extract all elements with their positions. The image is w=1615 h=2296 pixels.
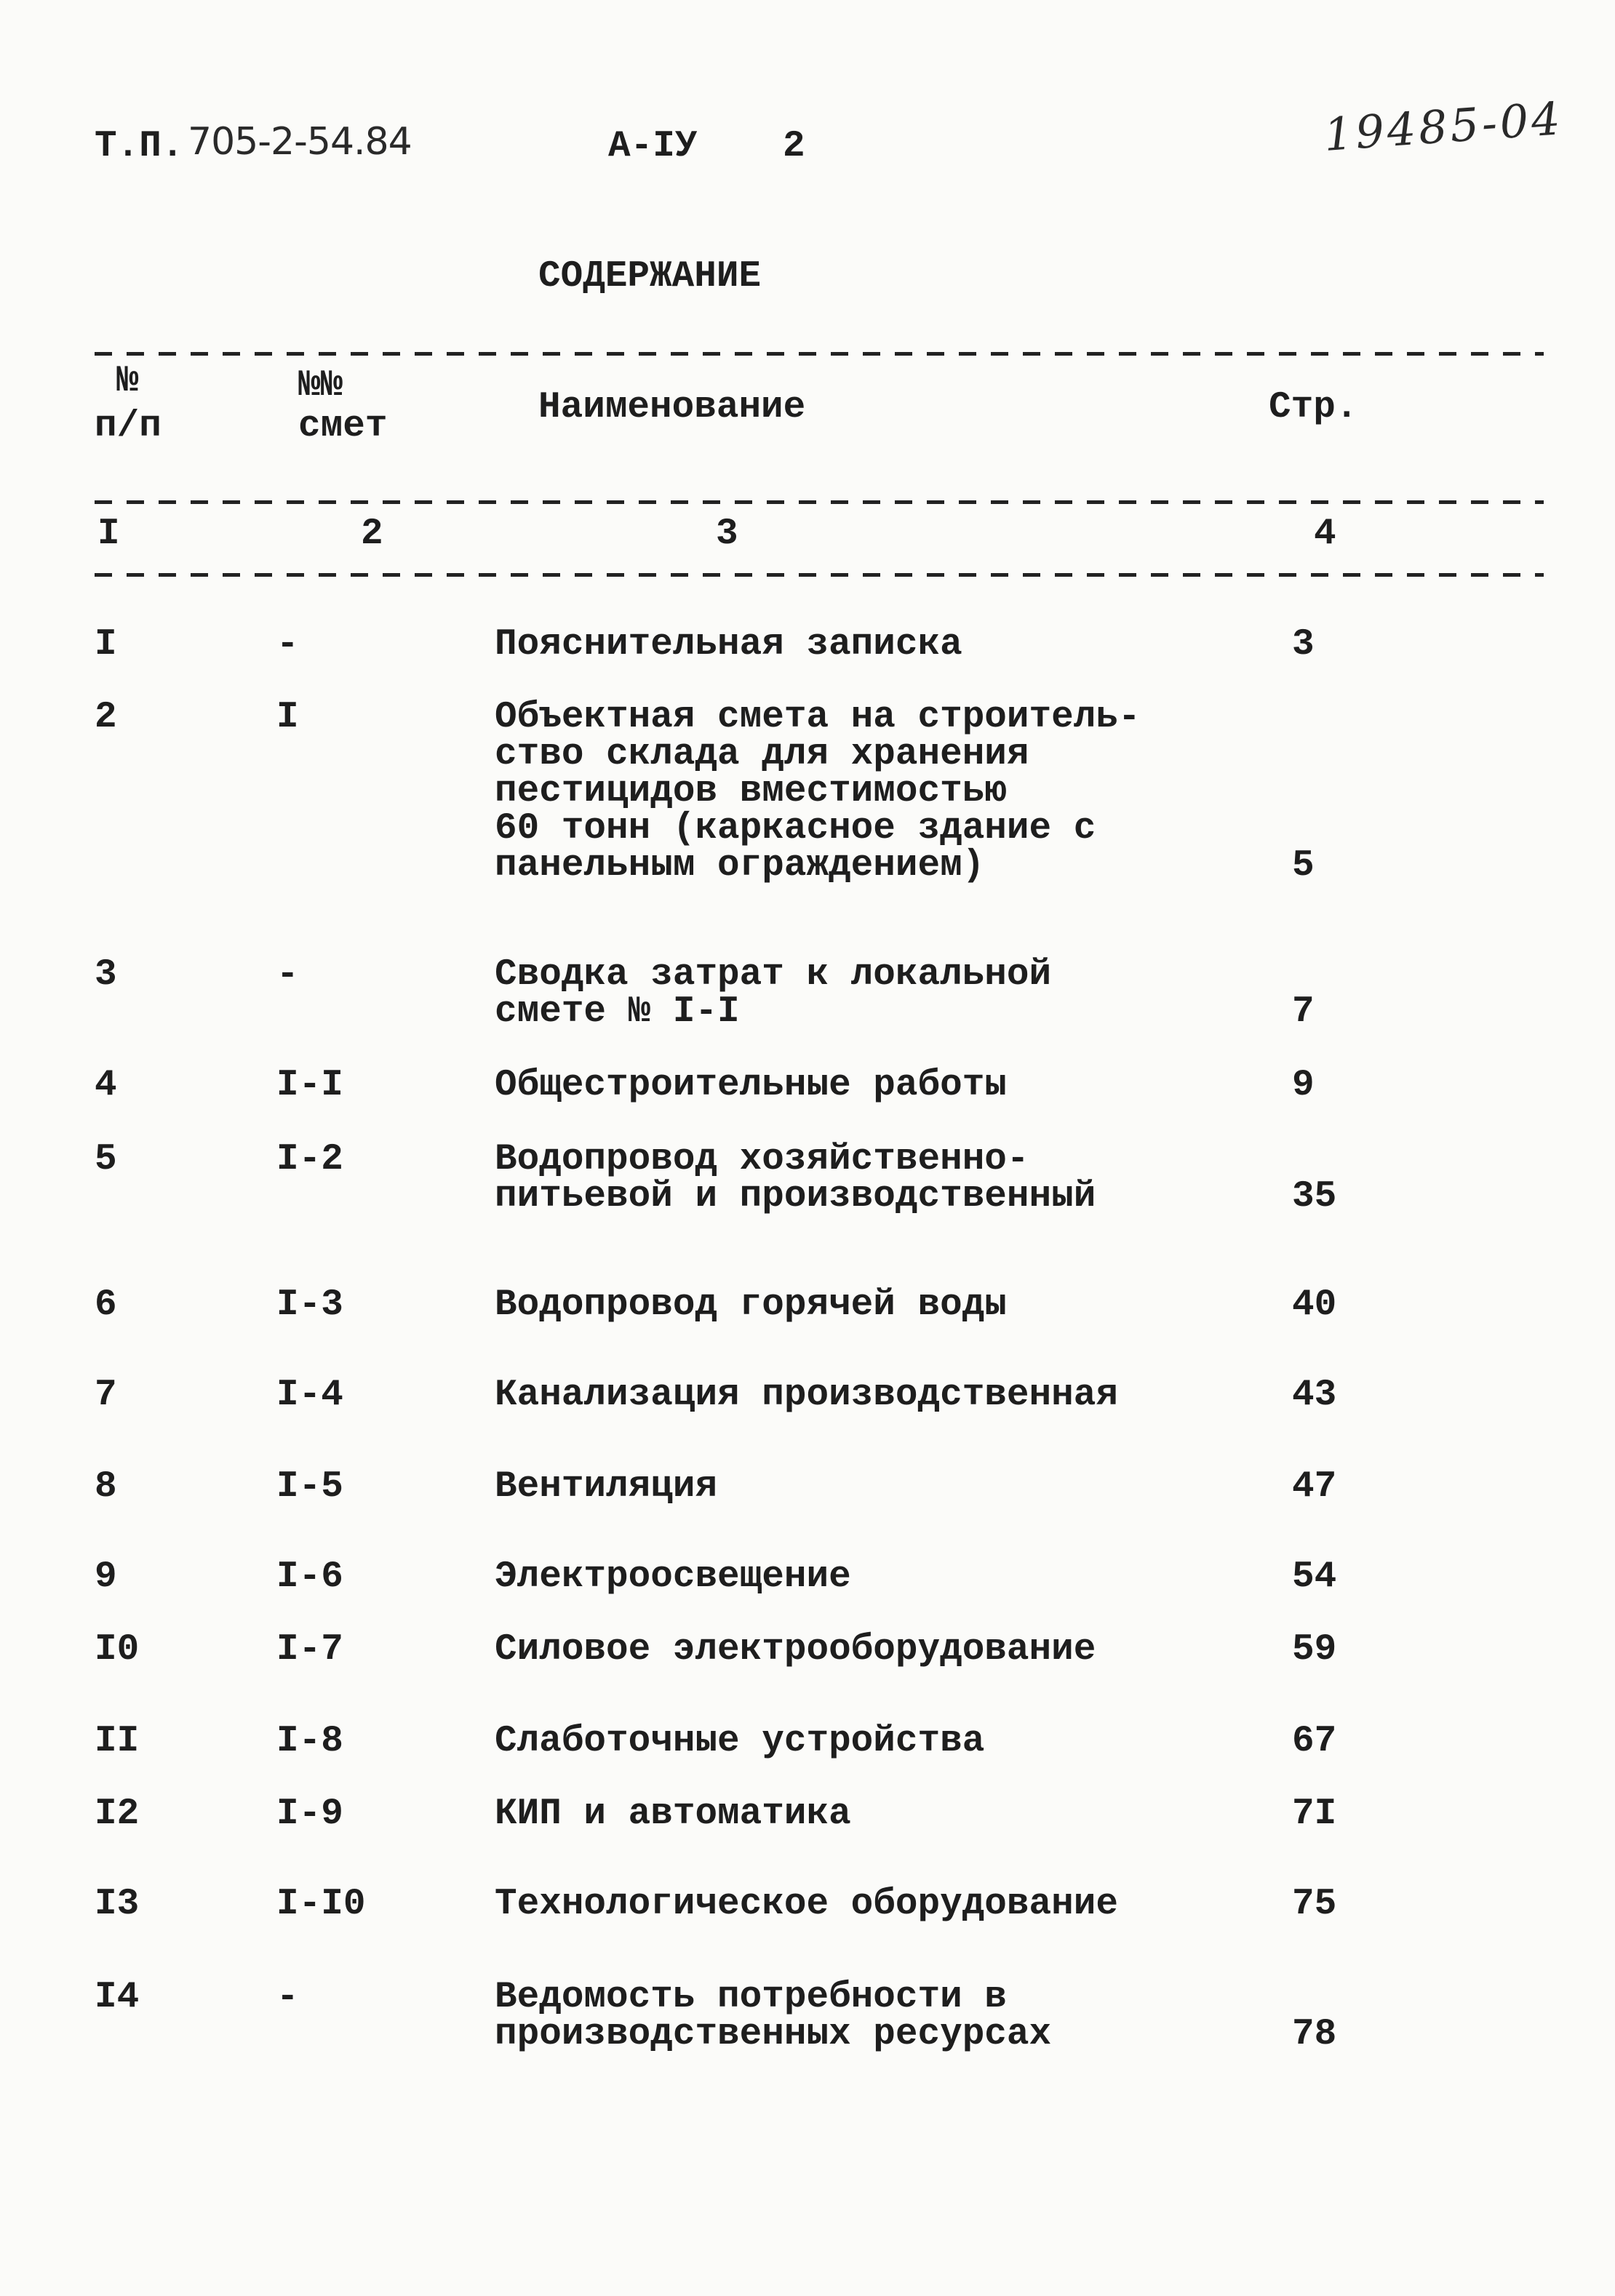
section-title: Объектная смета на строитель- ство склада для хранения пестицидов вместимостью 60 тонн (каркасное здание с панельным ограждением): [495, 697, 1141, 887]
row-number: I2: [95, 1793, 140, 1835]
page-number: 7I: [1292, 1793, 1337, 1835]
row-number: 2: [95, 697, 117, 738]
row-number: 8: [95, 1466, 117, 1508]
sheet-number: 2: [783, 126, 805, 167]
estimate-number: I-2: [276, 1139, 343, 1180]
section-title: Канализация производственная: [495, 1375, 1118, 1416]
toc-row: [0, 1886, 1615, 1923]
row-number: 5: [95, 1139, 117, 1180]
section-title: Водопровод горячей воды: [495, 1284, 1007, 1326]
section-title: Электроосвещение: [495, 1556, 851, 1598]
dashed-rule-middle: [95, 500, 1544, 504]
estimate-number: I-7: [276, 1629, 343, 1671]
section-title: Сводка затрат к локальной смете № I-I: [495, 954, 1052, 1033]
section-title: Вентиляция: [495, 1466, 718, 1508]
toc-row: [0, 1067, 1615, 1104]
page-number: 54: [1292, 1556, 1337, 1598]
estimate-number: I-9: [276, 1793, 343, 1835]
section-title: Силовое электрооборудование: [495, 1629, 1096, 1671]
estimate-number: I: [276, 697, 299, 738]
inventory-number-handwritten: 19485-04: [1322, 92, 1565, 161]
column-number-2: 2: [361, 513, 383, 555]
estimate-number: I-I: [276, 1065, 343, 1106]
column-header-page: Стр.: [1269, 387, 1358, 428]
column-header-estimate-label: смет: [298, 406, 388, 447]
page-number: 9: [1292, 1065, 1315, 1106]
toc-row: [0, 1284, 1615, 1326]
column-header-estimate-symbol: №№: [298, 365, 343, 407]
toc-row: [0, 1556, 1615, 1598]
page-number: 67: [1292, 1721, 1337, 1762]
page-number: 35: [1292, 1176, 1337, 1217]
page-title: СОДЕРЖАНИЕ: [538, 256, 762, 297]
row-number: I: [95, 624, 117, 665]
page-number: 3: [1292, 624, 1315, 665]
estimate-number: -: [276, 624, 299, 665]
estimate-number: I-I0: [276, 1884, 366, 1925]
section-title: Пояснительная записка: [495, 624, 962, 665]
page-number: 47: [1292, 1466, 1337, 1508]
estimate-number: -: [276, 954, 299, 996]
section-title: Слаботочные устройства: [495, 1721, 985, 1762]
toc-row: [0, 626, 1615, 663]
page-number: 75: [1292, 1884, 1337, 1925]
column-header-num-symbol: №: [116, 361, 139, 402]
row-number: 4: [95, 1065, 117, 1106]
dashed-rule-bottom: [95, 573, 1544, 577]
doc-number-handwritten: 705-2-54.84: [188, 120, 412, 164]
toc-row: [0, 954, 1615, 1033]
toc-row: [0, 1793, 1615, 1835]
row-number: 3: [95, 954, 117, 996]
section-title: Водопровод хозяйственно- питьевой и производственный: [495, 1139, 1096, 1217]
toc-row: [0, 1629, 1615, 1671]
estimate-number: I-4: [276, 1375, 343, 1416]
toc-row: [0, 697, 1615, 887]
toc-row: [0, 1377, 1615, 1414]
row-number: I0: [95, 1629, 140, 1671]
toc-row: [0, 1466, 1615, 1508]
page-number: 59: [1292, 1629, 1337, 1671]
row-number: I3: [95, 1884, 140, 1925]
page-number: 78: [1292, 2014, 1337, 2055]
column-number-1: I: [97, 513, 120, 555]
page-number: 43: [1292, 1375, 1337, 1416]
row-number: 9: [95, 1556, 117, 1598]
section-title: Ведомость потребности в производственных ресурсах: [495, 1977, 1052, 2055]
row-number: 7: [95, 1375, 117, 1416]
estimate-number: I-5: [276, 1466, 343, 1508]
dashed-rule-top: [95, 352, 1544, 356]
column-header-name: Наименование: [538, 387, 806, 428]
column-number-3: 3: [716, 513, 738, 555]
doc-prefix: Т.П.: [95, 126, 184, 167]
section-title: Технологическое оборудование: [495, 1884, 1118, 1925]
row-number: 6: [95, 1284, 117, 1326]
estimate-number: I-6: [276, 1556, 343, 1598]
row-number: I4: [95, 1977, 140, 2018]
row-number: II: [95, 1721, 140, 1762]
estimate-number: I-3: [276, 1284, 343, 1326]
page-number: 40: [1292, 1284, 1337, 1326]
section-title: КИП и автоматика: [495, 1793, 851, 1835]
toc-row: [0, 1139, 1615, 1217]
page-number: 7: [1292, 991, 1315, 1033]
page-number: 5: [1292, 845, 1315, 887]
section-title: Общестроительные работы: [495, 1065, 1007, 1106]
estimate-number: I-8: [276, 1721, 343, 1762]
column-header-num-label: п/п: [95, 406, 162, 447]
toc-row: [0, 1723, 1615, 1760]
album-code: А-IУ: [608, 126, 698, 167]
toc-row: [0, 1977, 1615, 2055]
column-number-4: 4: [1314, 513, 1336, 555]
estimate-number: -: [276, 1977, 299, 2018]
